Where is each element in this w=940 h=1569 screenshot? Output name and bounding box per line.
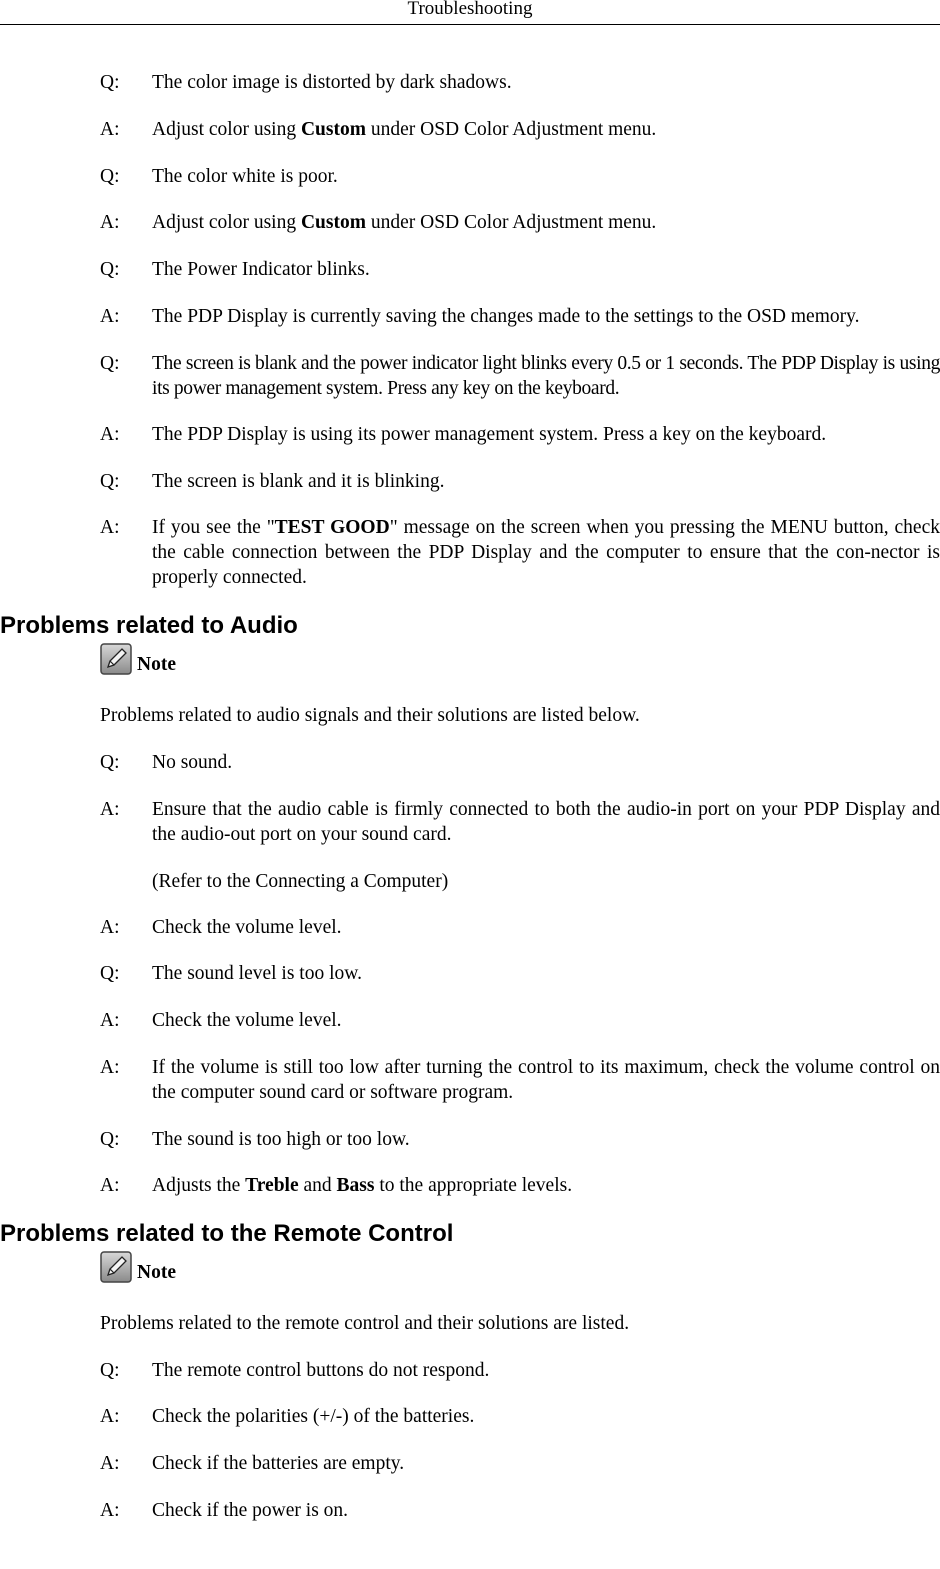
note-pencil-icon [100, 1251, 132, 1283]
a-label: A: [100, 517, 120, 538]
answer-text: Check if the power is on. [152, 1500, 349, 1521]
note-callout [100, 643, 176, 675]
qa-question [100, 961, 940, 986]
question-text: The color white is poor. [152, 166, 338, 187]
answer-text: Adjust color using Custom under OSD Color Adjustment menu. [152, 119, 657, 140]
bold-term: Custom [300, 212, 366, 233]
answer-text: Check the volume level. [152, 1010, 342, 1031]
q-label: Q: [100, 72, 120, 93]
bold-term: Treble [245, 1175, 299, 1196]
answer-text: The PDP Display is using its power management system. Press a key on the keyboard. [152, 424, 827, 445]
a-label: A: [100, 1453, 120, 1474]
section-heading-remote: Problems related to the Remote Control [0, 1220, 454, 1247]
answer-text: Adjust color using Custom under OSD Color Adjustment menu. [152, 212, 657, 233]
qa-answer [100, 915, 940, 940]
qa-answer [100, 1404, 940, 1429]
qa-answer [100, 797, 940, 847]
question-text: The remote control buttons do not respond. [152, 1360, 490, 1381]
answer-text: If the volume is still too low after turning the control to its maximum, check the volume control on the computer sound card or software program. [152, 1057, 940, 1103]
bold-term: Custom [300, 119, 366, 140]
qa-answer [100, 422, 940, 447]
answer-text: The PDP Display is currently saving the changes made to the settings to the OSD memory. [152, 306, 860, 327]
section-intro: Problems related to the remote control and their solutions are listed. [100, 1313, 630, 1334]
question-text: The sound level is too low. [152, 963, 362, 984]
qa-question [100, 257, 940, 282]
qa-question [100, 469, 940, 494]
a-label: A: [100, 917, 120, 938]
qa-question [100, 164, 940, 189]
question-text: The screen is blank and the power indicator light blinks every 0.5 or 1 seconds. The PDP Display is using its power management system. Press any key on the keyboard. [152, 353, 940, 399]
question-text: The Power Indicator blinks. [152, 259, 370, 280]
q-label: Q: [100, 752, 120, 773]
q-label: Q: [100, 353, 120, 374]
bold-term: Bass [336, 1175, 375, 1196]
qa-answer [100, 1008, 940, 1033]
a-label: A: [100, 1500, 120, 1521]
qa-reference [100, 869, 940, 894]
note-pencil-icon [100, 643, 132, 675]
qa-question [100, 750, 940, 775]
a-label: A: [100, 799, 120, 820]
qa-answer [100, 210, 940, 235]
header-title: Troubleshooting [407, 0, 533, 19]
note-callout [100, 1251, 176, 1283]
question-text: The color image is distorted by dark shadows. [152, 72, 512, 93]
a-label: A: [100, 1010, 120, 1031]
a-label: A: [100, 1175, 120, 1196]
qa-question [100, 1358, 940, 1383]
answer-text: Ensure that the audio cable is firmly connected to both the audio-in port on your PDP Display and the audio-out port on your sound card. [152, 799, 940, 845]
qa-answer [100, 515, 940, 590]
q-label: Q: [100, 471, 120, 492]
qa-answer [100, 1498, 940, 1523]
qa-answer [100, 1055, 940, 1105]
a-label: A: [100, 1406, 120, 1427]
q-label: Q: [100, 1360, 120, 1381]
qa-answer [100, 1173, 940, 1198]
q-label: Q: [100, 1129, 120, 1150]
qa-answer [100, 117, 940, 142]
qa-answer [100, 1451, 940, 1476]
a-label: A: [100, 424, 120, 445]
running-header [0, 0, 940, 25]
q-label: Q: [100, 963, 120, 984]
question-text: The screen is blank and it is blinking. [152, 471, 445, 492]
bold-term: TEST GOOD [274, 517, 390, 538]
qa-question [100, 1127, 940, 1152]
qa-answer [100, 304, 940, 329]
answer-text: Check if the batteries are empty. [152, 1453, 405, 1474]
answer-text: Check the volume level. [152, 917, 342, 938]
question-text: The sound is too high or too low. [152, 1129, 410, 1150]
reference-text: (Refer to the Connecting a Computer) [152, 871, 449, 892]
qa-question [100, 70, 940, 95]
answer-text: Check the polarities (+/-) of the batteries. [152, 1406, 475, 1427]
note-label: Note [137, 1262, 176, 1283]
q-label: Q: [100, 259, 120, 280]
a-label: A: [100, 1057, 120, 1078]
qa-question [100, 351, 940, 401]
section-intro: Problems related to audio signals and their solutions are listed below. [100, 705, 640, 726]
a-label: A: [100, 212, 120, 233]
a-label: A: [100, 119, 120, 140]
note-label: Note [137, 654, 176, 675]
answer-text: Adjusts the Treble and Bass to the appropriate levels. [152, 1175, 573, 1196]
q-label: Q: [100, 166, 120, 187]
a-label: A: [100, 306, 120, 327]
section-heading-audio: Problems related to Audio [0, 612, 298, 639]
answer-text: If you see the "TEST GOOD" message on the screen when you pressing the MENU button, check the cable connection between the PDP Display and the computer to ensure that the con-nector is properly connected. [152, 517, 940, 588]
question-text: No sound. [152, 752, 233, 773]
